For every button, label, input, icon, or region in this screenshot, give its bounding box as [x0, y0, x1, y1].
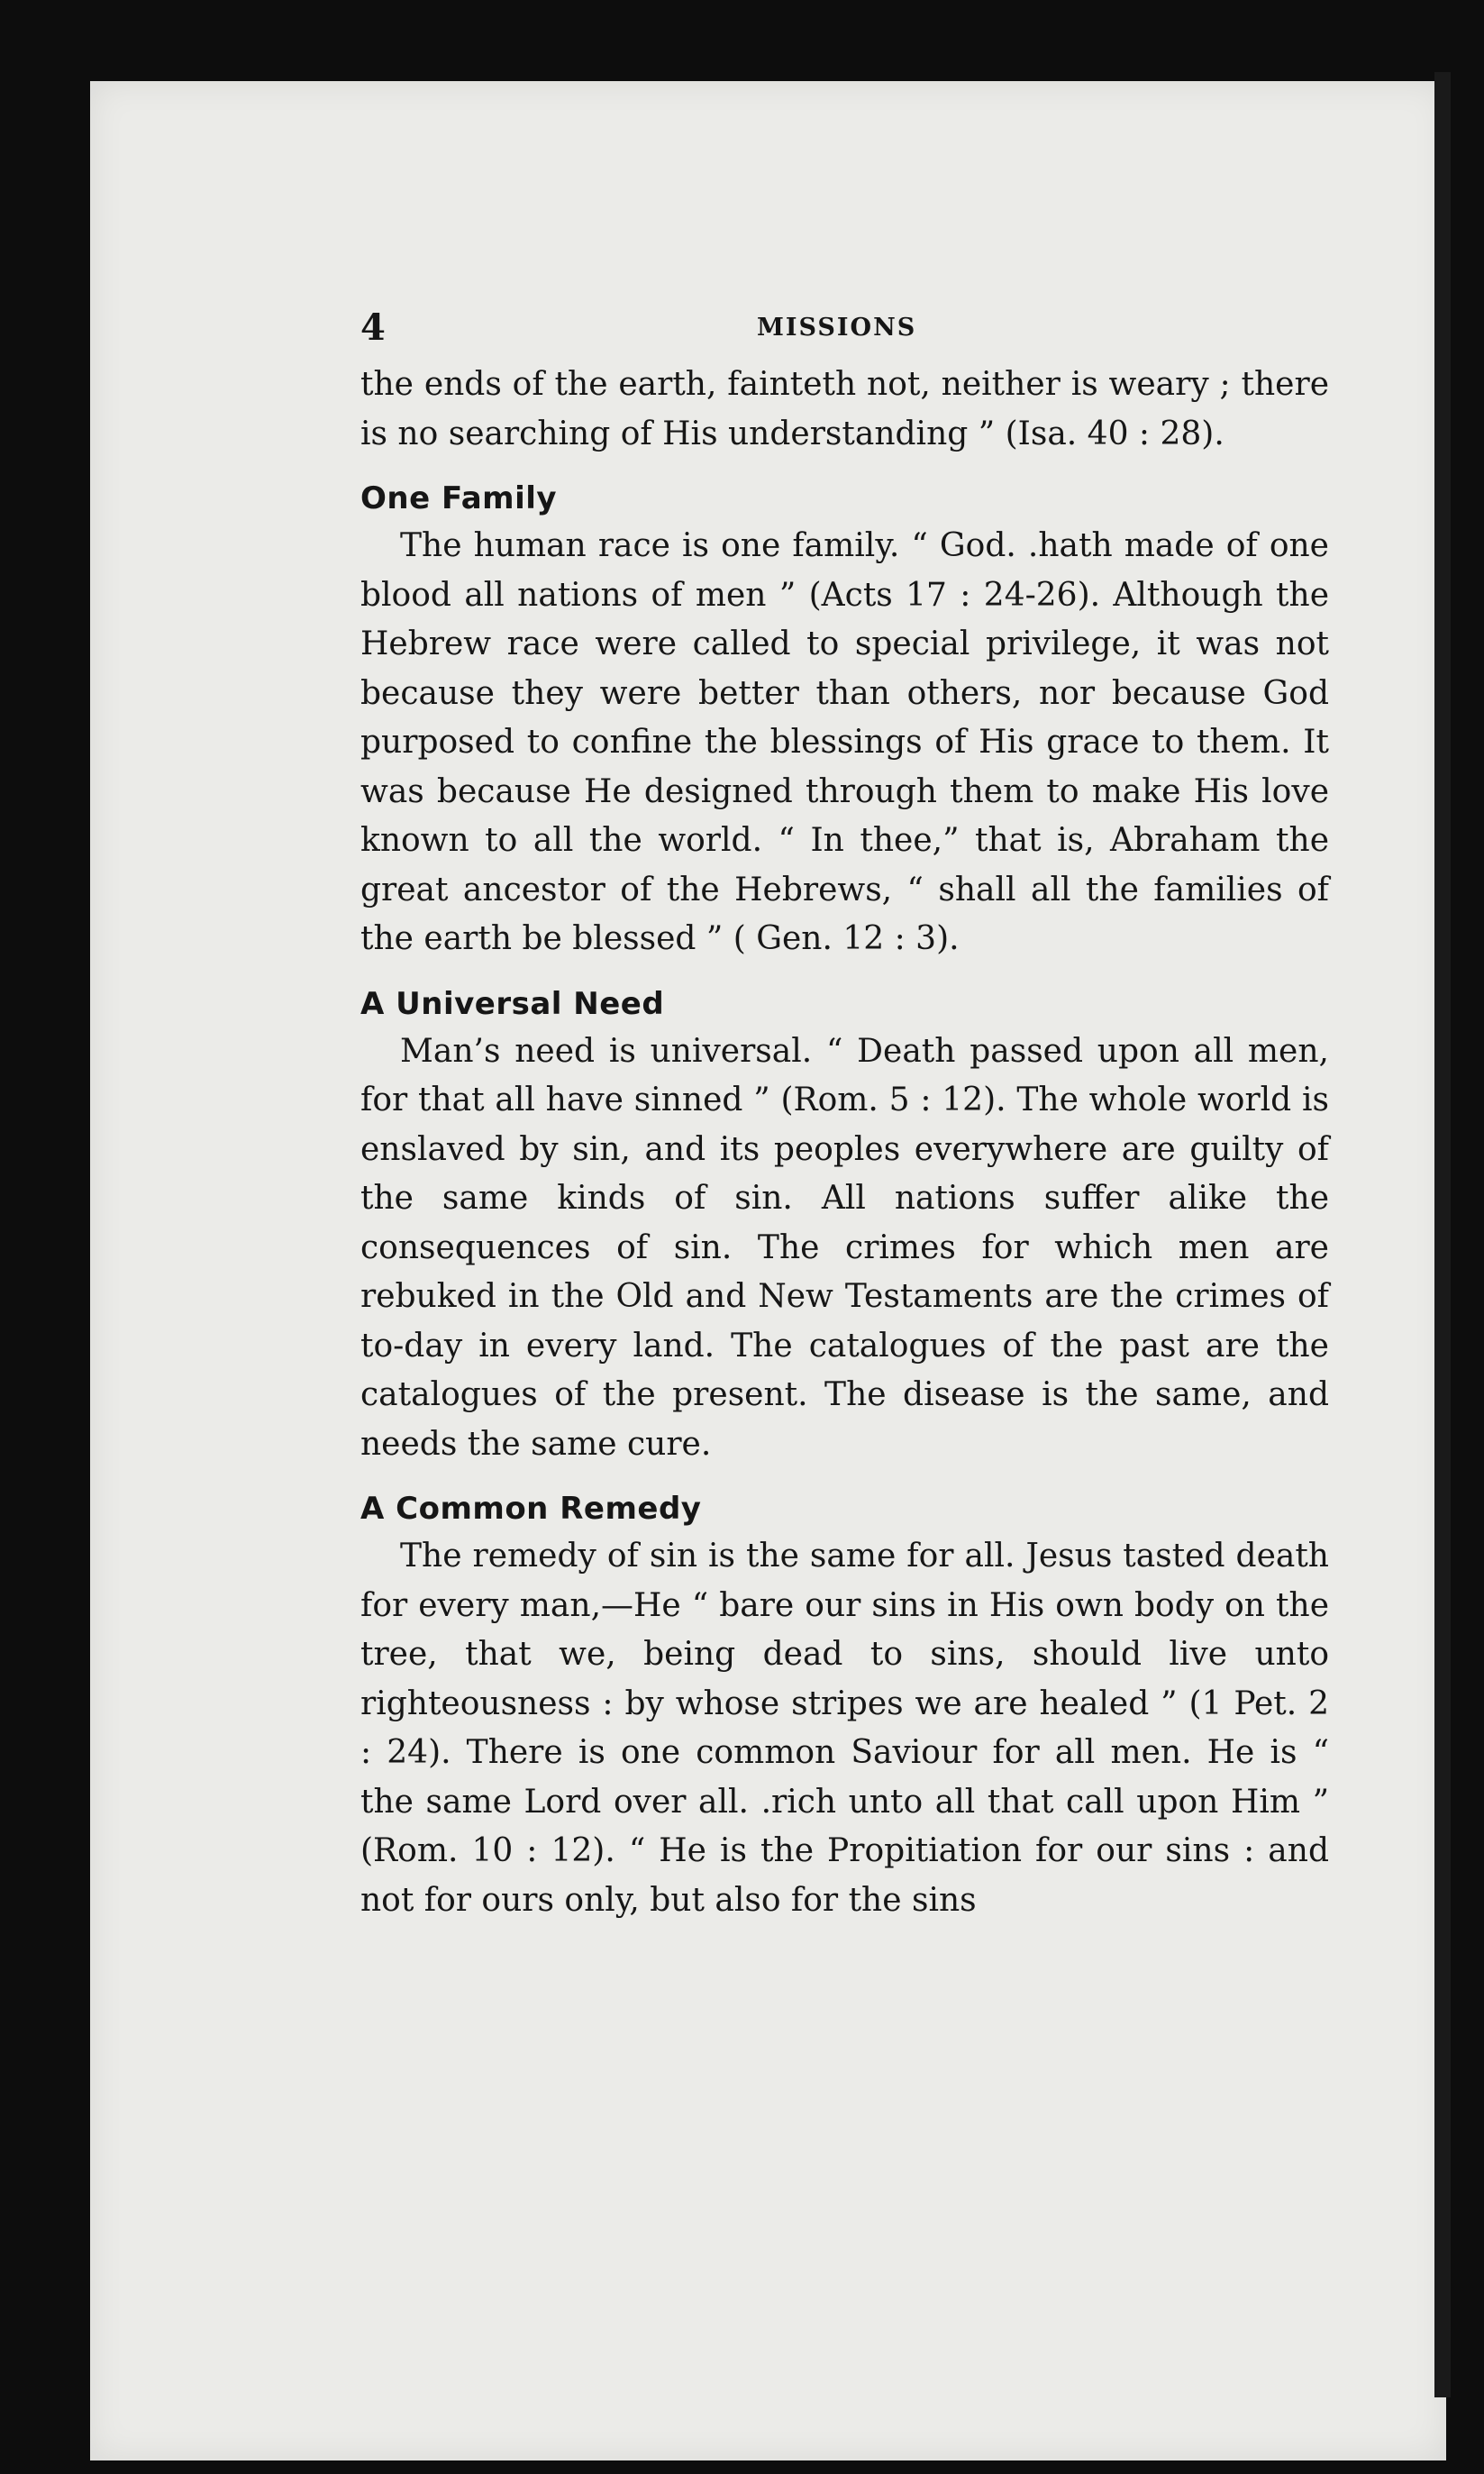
section-body-universal-need: Man’s need is universal. “ Death passed upon all men, for that all have sinned ” (Rom. 5 : 12). The whole world is enslaved by sin, and its peoples everywhere are guilty of the same kinds of sin. All nations suffer alike the consequences of sin. The crimes for which men are rebuked in the Old and New Testaments are the crimes of to-day in every land. The catalogues of the past are the catalogues of the present. The disease is the same, and needs the same cure.: [360, 1032, 1329, 1463]
section-heading-common-remedy: A Common Remedy: [360, 1491, 702, 1527]
section-heading-one-family: One Family: [360, 480, 558, 516]
section-body-one-family: The human race is one family. “ God. .hath made of one blood all nations of men ” (Acts 17 : 24-26). Although the Hebrew race were called to special privilege, it was not because they were better than others, nor because God purposed to confine the blessings of His grace to them. It was because He designed through them to make His love known to all the world. “ In thee,” that is, Abraham the great ancestor of the Hebrews, “ shall all the families of the earth be blessed ” ( Gen. 12 : 3).: [360, 527, 1329, 957]
adjacent-page-edge: [1434, 72, 1451, 2397]
section-body-common-remedy: The remedy of sin is the same for all. Jesus tasted death for every man,—He “ bare our sins in His own body on the tree, that we, being dead to sins, should live unto righteousness : by whose stripes we are healed ” (1 Pet. 2 : 24). There is one common Saviour for all men. He is “ the same Lord over all. .rich unto all that call upon Him ” (Rom. 10 : 12). “ He is the Propitiation for our sins : and not for ours only, but also for the sins: [360, 1538, 1329, 1919]
opening-paragraph: the ends of the earth, fainteth not, neither is weary ; there is no searching of His understanding ” (Isa. 40 : 28).: [360, 366, 1329, 452]
running-head: [360, 306, 1329, 361]
page-content: [360, 306, 1329, 1925]
section-heading-universal-need: A Universal Need: [360, 985, 665, 1022]
page-number: 4: [360, 306, 386, 349]
running-title: MISSIONS: [757, 314, 917, 342]
